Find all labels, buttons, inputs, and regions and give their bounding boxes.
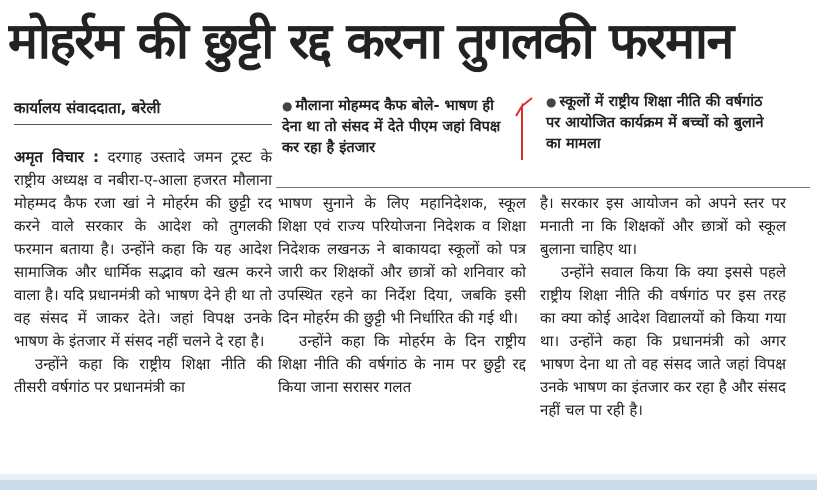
column-2-paragraph-2: उन्होंने कहा कि मोहर्रम के दिन राष्ट्रीय शिक्षा नीति की वर्षगांठ के नाम पर छुट्टी रद्द किया जाना सरासर गलत (278, 332, 526, 396)
column-1-paragraph-2: उन्होंने कहा कि राष्ट्रीय शिक्षा नीति की तीसरी वर्षगांठ पर प्रधानमंत्री का (14, 355, 272, 396)
byline: कार्यालय संवाददाता, बरेली (14, 99, 161, 117)
highlight-text-1: मौलाना मोहम्मद कैफ बोले- भाषण ही देना था तो संसद में देते पीएम जहां विपक्ष कर रहा है इंतजार (282, 98, 501, 156)
column-1-paragraph-1-text: दरगाह उस्तादे जमन ट्रस्ट के राष्ट्रीय अध्यक्ष व नबीरा-ए-आला हजरत मौलाना मोहम्मद कैफ रजा खां ने मोहर्रम की छुट्टी रद करने वाले सरकार के आदेश को तुगलकी फरमान बताया है। उन्होंने कहा कि यह आदेश सामाजिक और धार्मिक सद्भाव को खत्म करने वाला है। यदि प्रधानमंत्री को भाषण देने ही था तो वह संसद में जाकर देते। जहां विपक्ष उनके भाषण के इंतजार में संसद नहीं चलने दे रहा है। (14, 148, 272, 350)
red-bracket-divider (514, 94, 536, 162)
bottom-bar (0, 480, 817, 490)
column-1-paragraph-1 (14, 146, 272, 353)
article-headline: मोहर्रम की छुट्टी रद्द करना तुगलकी फरमान (8, 12, 733, 70)
column-2-paragraph-1: भाषण सुनाने के लिए महानिदेशक, स्कूल शिक्षा एवं राज्य परियोजना निदेशक व शिक्षा निदेशक लखनऊ ने बाकायदा स्कूलों को पत्र जारी कर शिक्षकों और छात्रों को शनिवार को उपस्थित रहने का निर्देश दिया, जबकि इसी दिन मोहर्रम की छुट्टी भी निर्धारित की गई थी। (278, 194, 526, 327)
article-column-1 (14, 146, 272, 399)
highlight-quote-2 (546, 92, 776, 155)
article-column-3 (540, 192, 786, 422)
highlight-quote-1 (282, 96, 508, 159)
column-3-paragraph-2: उन्होंने सवाल किया कि क्या इससे पहले राष्ट्रीय शिक्षा नीति की वर्षगांठ पर इस तरह का क्या कोई आदेश विद्यालयों को किया गया था। उन्होंने कहा कि प्रधानमंत्री को अगर भाषण देना था तो वह संसद जाते जहां विपक्ष उनके भाषण का इंतजार कर रहा है और संसद नहीं चल पा रही है। (540, 263, 786, 419)
dateline: अमृत विचार : (14, 148, 99, 166)
bullet-icon: ● (546, 95, 557, 109)
byline-rule (14, 124, 272, 125)
column-3-paragraph-1: है। सरकार इस आयोजन को अपने स्तर पर मनाती ना कि शिक्षकों और छात्रों को स्कूल बुलाना चाहिए था। (540, 194, 786, 258)
bullet-icon: ● (282, 99, 293, 113)
highlight-text-2: स्कूलों में राष्ट्रीय शिक्षा नीति की वर्षगांठ पर आयोजित कार्यक्रम में बच्चों को बुलाने का मामला (546, 94, 764, 152)
article-column-2 (278, 192, 526, 399)
section-rule (276, 187, 810, 188)
